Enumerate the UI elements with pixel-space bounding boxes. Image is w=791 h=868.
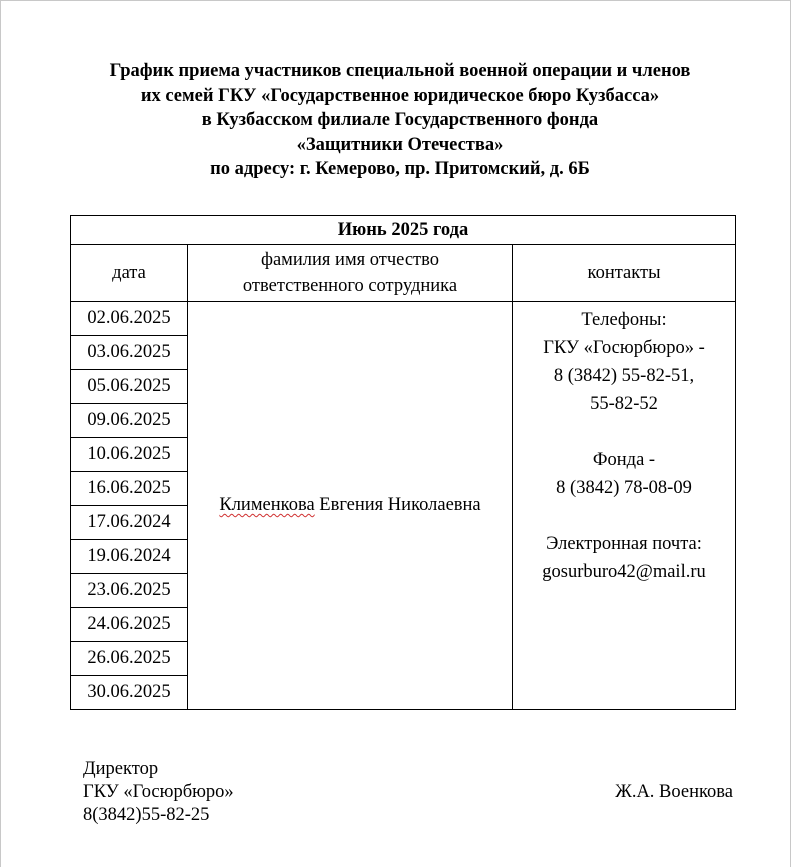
title-line-4: «Защитники Отечества» <box>296 134 504 155</box>
date-cell: 24.06.2025 <box>71 608 188 642</box>
title-line-1: График приема участников специальной военной операции и членов <box>109 61 691 81</box>
date-cell: 16.06.2025 <box>71 472 188 506</box>
org-phone-1: 8 (3842) 55-82-51, <box>553 366 695 386</box>
signatory-name: Ж.А. Военкова <box>615 782 733 802</box>
employee-name-cell <box>188 302 513 710</box>
fund-phone: 8 (3842) 78-08-09 <box>556 478 692 498</box>
date-cell: 17.06.2024 <box>71 506 188 540</box>
column-header-employee-line-2: ответственного сотрудника <box>242 276 458 296</box>
date-cell: 09.06.2025 <box>71 404 188 438</box>
table-row <box>71 302 736 336</box>
spacer <box>513 418 735 446</box>
title-line-2: их семей ГКУ «Государственное юридическое бюро Кузбасса» <box>140 85 660 106</box>
month-header: Июнь 2025 года <box>71 216 736 245</box>
email-address: gosurburo42@mail.ru <box>542 562 706 582</box>
org-phone-line: ГКУ «Госюрбюро» - <box>543 338 705 358</box>
date-cell: 23.06.2025 <box>71 574 188 608</box>
date-cell: 30.06.2025 <box>71 676 188 710</box>
title-line-5: по адресу: г. Кемерово, пр. Притомский, д. 6Б <box>210 159 590 179</box>
date-cell: 26.06.2025 <box>71 642 188 676</box>
column-header-date: дата <box>71 245 188 302</box>
date-cell: 02.06.2025 <box>71 302 188 336</box>
employee-given-names: Евгения Николаевна <box>319 495 481 515</box>
employee-surname: Клименкова <box>219 495 315 515</box>
fund-label: Фонда - <box>592 450 656 470</box>
date-cell: 03.06.2025 <box>71 336 188 370</box>
title-line-3: в Кузбасском филиале Государственного фонда <box>201 110 599 130</box>
contacts-cell <box>513 302 736 710</box>
document-title <box>40 59 760 182</box>
column-header-row <box>71 245 736 302</box>
column-header-contacts: контакты <box>513 245 736 302</box>
date-cell: 05.06.2025 <box>71 370 188 404</box>
phones-label: Телефоны: <box>581 310 667 330</box>
month-row <box>71 216 736 245</box>
organization-name: ГКУ «Госюрбюро» <box>83 782 234 802</box>
director-phone: 8(3842)55-82-25 <box>83 805 210 825</box>
date-cell: 19.06.2024 <box>71 540 188 574</box>
footer-signature-block <box>83 758 234 827</box>
date-cell: 10.06.2025 <box>71 438 188 472</box>
schedule-table <box>70 215 736 710</box>
email-label: Электронная почта: <box>546 534 702 554</box>
director-title: Директор <box>83 759 159 779</box>
column-header-employee <box>188 245 513 302</box>
org-phone-2: 55-82-52 <box>590 394 658 414</box>
spacer <box>513 502 735 530</box>
column-header-employee-line-1: фамилия имя отчество <box>260 250 440 270</box>
